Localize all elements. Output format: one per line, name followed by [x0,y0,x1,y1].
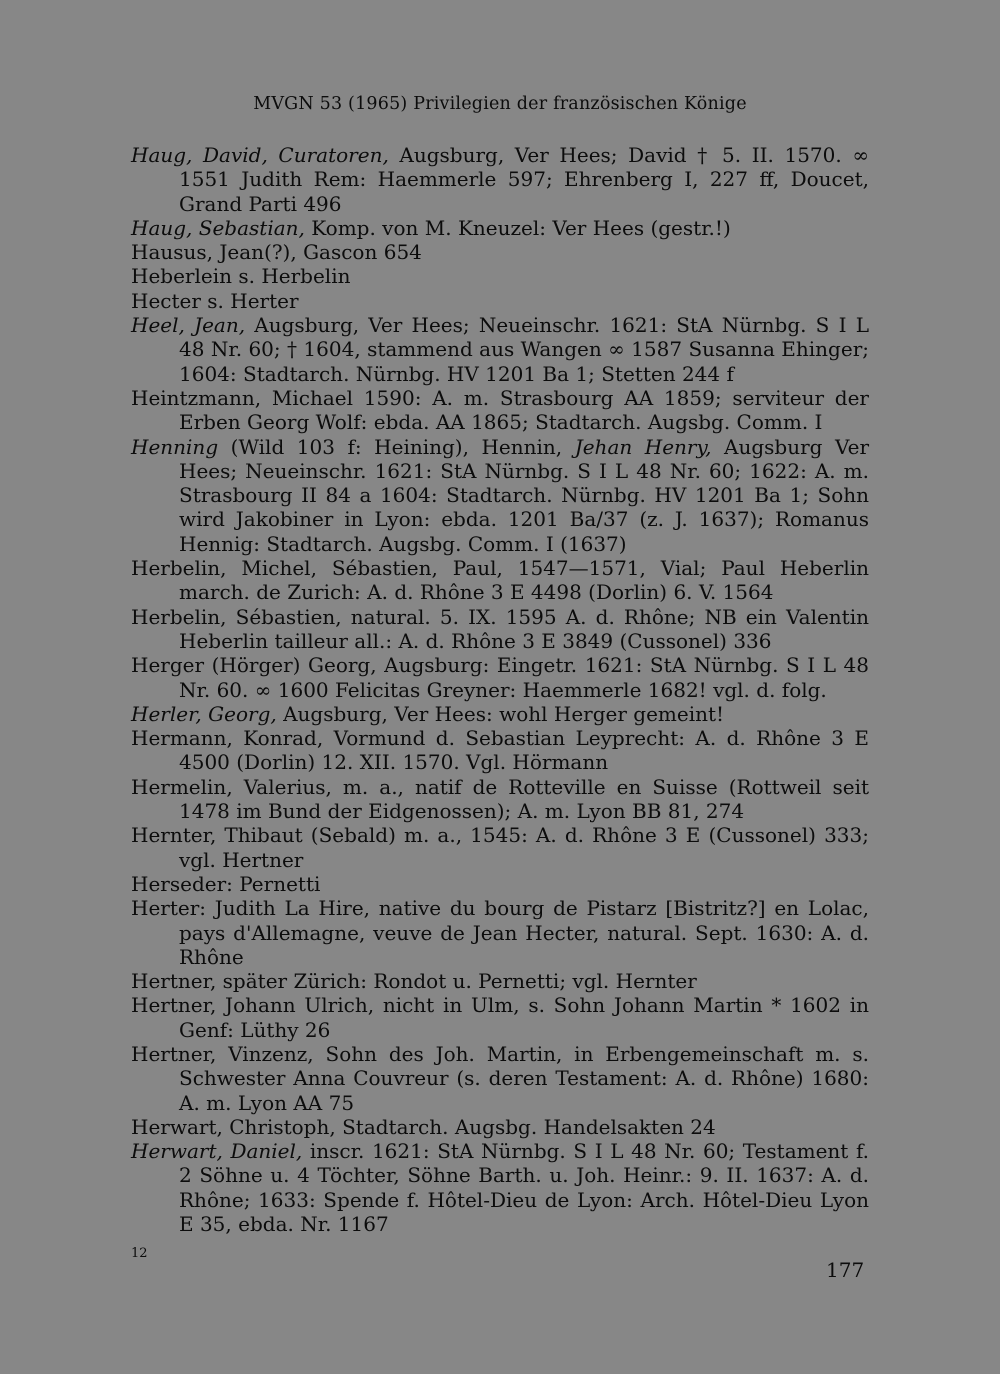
entry-text: Hertner, später Zürich: Rondot u. Pernetti; vgl. Hernter [131,969,697,994]
entry-text: Herter: Judith La Hire, native du bourg de Pistarz [Bistritz?] en Lolac, pays d'Allemagne, veuve de Jean Hecter, natural. Sept. 1630: A. d. Rhône [131,896,869,969]
entry-text-secondary: Augsburg Ver Hees; Neueinschr. 1621: StA Nürnbg. S I L 48 Nr. 60; 1622: A. m. Strasbourg II 84 a 1604: Stadtarch. Nürnbg. HV 1201 Ba 1; Sohn wird Jakobiner in Lyon: ebda. 1201 Ba/37 (z. J. 1637); Romanus Hennig: Stadtarch. Augsbg. Comm. I (1637) [179,434,870,556]
entry-text: inscr. 1621: StA Nürnbg. S I L 48 Nr. 60; Testament f. 2 Söhne u. 4 Töchter, Söhne Barth. u. Joh. Heinr.: 9. II. 1637: A. d. Rhône; 1633: Spende f. Hôtel-Dieu de Lyon: Arch. Hôtel-Dieu Lyon E 35, ebda. Nr. 1167 [179,1139,869,1237]
index-entry [131,775,869,824]
entry-text: Heintzmann, Michael 1590: A. m. Strasbourg AA 1859; serviteur der Erben Georg Wolf: ebda. AA 1865; Stadtarch. Augsbg. Comm. I [131,385,869,435]
entry-lead: Heel, Jean, [131,313,246,338]
index-entry [131,240,869,264]
index-entry [131,386,869,435]
entry-text: Herwart, Christoph, Stadtarch. Augsbg. Handelsakten 24 [131,1114,716,1139]
entry-lead: Herler, Georg, [131,701,277,726]
entry-text: Hertner, Johann Ulrich, nicht in Ulm, s. Sohn Johann Martin * 1602 in Genf: Lüthy 26 [131,993,869,1042]
entry-text: Komp. von M. Kneuzel: Ver Hees (gestr.!) [304,215,731,240]
entry-text: Augsburg, Ver Hees; David † 5. II. 1570. ∞ 1551 Judith Rem: Haemmerle 597; Ehrenberg I, 227 ff, Doucet, Grand Parti 496 [179,143,869,216]
index-entry [131,726,869,775]
index-entry [131,823,869,872]
page-number: 177 [826,1258,865,1282]
index-entry [131,993,869,1042]
index-entry [131,1042,869,1115]
index-entry [131,1115,869,1139]
index-entry [131,435,869,556]
entry-text: Herbelin, Sébastien, natural. 5. IX. 1595 A. d. Rhône; NB ein Valentin Heberlin tailleur all.: A. d. Rhône 3 E 3849 (Cussonel) 336 [131,604,869,653]
entry-text: Herseder: Pernetti [131,871,321,896]
index-entry [131,289,869,313]
entry-text: Augsburg, Ver Hees: wohl Herger gemeint! [276,701,725,726]
entry-lead: Herwart, Daniel, [131,1139,303,1164]
index-entry [131,896,869,969]
index-entry [131,264,869,288]
index-entry [131,872,869,896]
entry-text: Hecter s. Herter [131,288,299,313]
entry-text: Herger (Hörger) Georg, Augsburg: Eingetr. 1621: StA Nürnbg. S I L 48 Nr. 60. ∞ 1600 Felicitas Greyner: Haemmerle 1682! vgl. d. folg. [131,653,869,702]
index-entry [131,556,869,605]
index-entries [131,143,869,1236]
signature-mark: 12 [131,1246,148,1261]
entry-text: Hermelin, Valerius, m. a., natif de Rotteville en Suisse (Rottweil seit 1478 im Bund der Eidgenossen); A. m. Lyon BB 81, 274 [131,774,869,824]
entry-text: Hertner, Vinzenz, Sohn des Joh. Martin, in Erbengemeinschaft m. s. Schwester Anna Couvreur (s. deren Testament: A. d. Rhône) 1680: A. m. Lyon AA 75 [131,1041,869,1115]
index-entry [131,216,869,240]
index-entry [131,653,869,702]
entry-text: Hernter, Thibaut (Sebald) m. a., 1545: A. d. Rhône 3 E (Cussonel) 333; vgl. Hertner [131,823,869,872]
index-entry [131,143,869,216]
running-header: MVGN 53 (1965) Privilegien der französischen Könige [253,94,747,114]
entry-lead: Henning [131,434,219,459]
entry-text: Augsburg, Ver Hees; Neueinschr. 1621: StA Nürnbg. S I L 48 Nr. 60; † 1604, stammend aus Wangen ∞ 1587 Susanna Ehinger; 1604: Stadtarch. Nürnbg. HV 1201 Ba 1; Stetten 244 f [179,313,869,386]
index-entry [131,702,869,726]
index-entry [131,313,869,386]
index-entry [131,1139,869,1236]
entry-text: Hausus, Jean(?), Gascon 654 [131,240,422,265]
index-entry [131,605,869,654]
index-entry [131,969,869,993]
entry-lead-secondary: Jehan Henry, [574,434,712,459]
entry-text: Herbelin, Michel, Sébastien, Paul, 1547—1571, Vial; Paul Heberlin march. de Zurich: A. d. Rhône 3 E 4498 (Dorlin) 6. V. 1564 [131,556,869,605]
entry-text: Hermann, Konrad, Vormund d. Sebastian Leyprecht: A. d. Rhône 3 E 4500 (Dorlin) 12. XII. 1570. Vgl. Hörmann [131,726,869,775]
entry-text: (Wild 103 f: Heining), Hennin, [218,434,575,459]
entry-lead: Haug, Sebastian, [131,215,305,240]
entry-lead: Haug, David, Curatoren, [131,143,389,167]
entry-text: Heberlein s. Herbelin [131,264,351,289]
